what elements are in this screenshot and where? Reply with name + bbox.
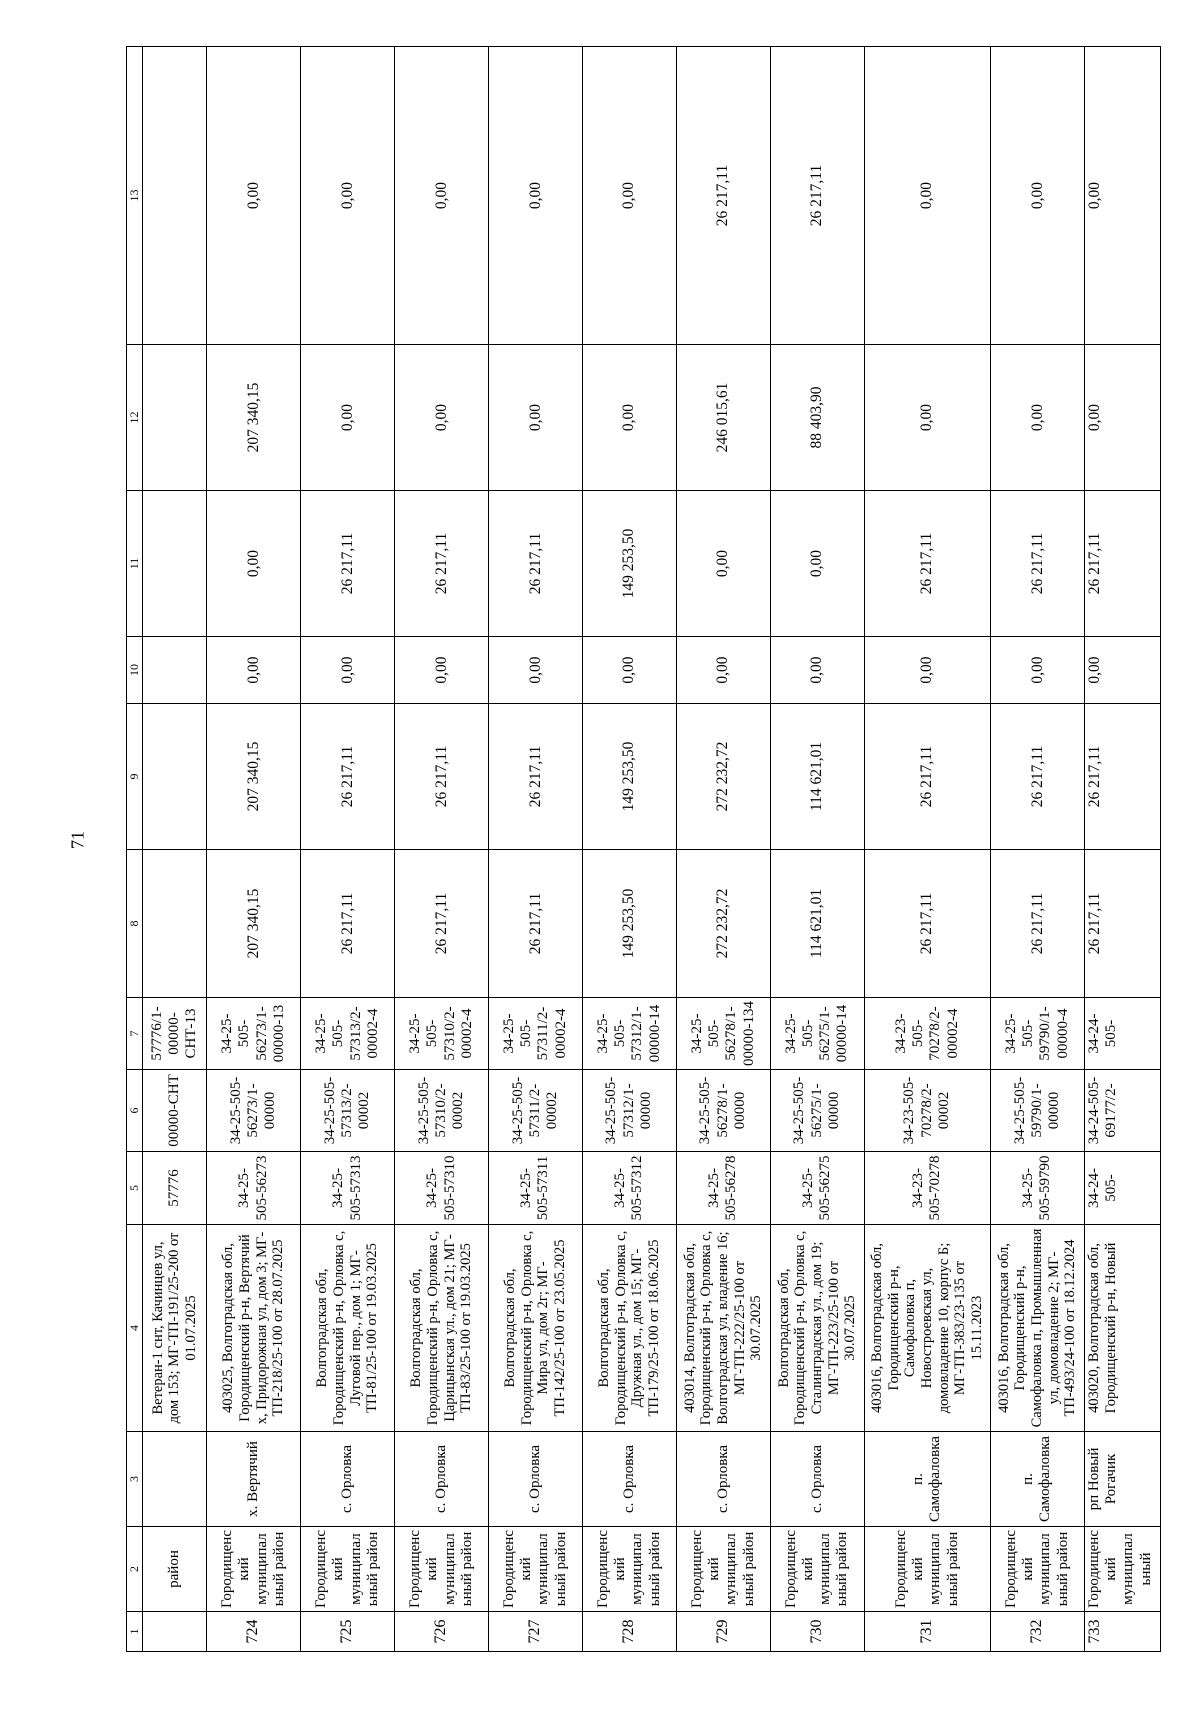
table-cell: 34-25-505-57311/2-00002 <box>488 1070 582 1152</box>
table-cell: 0,00 <box>488 47 582 345</box>
table-cell: 0,00 <box>770 637 864 704</box>
table-cell: 26 217,11 <box>990 491 1084 637</box>
table-cell: 725 <box>301 1612 395 1652</box>
table-cell: район <box>142 1527 206 1612</box>
table-cell: п. Самофаловка <box>864 1432 990 1527</box>
table-cell: 0,00 <box>395 47 489 345</box>
table-cell: 26 217,11 <box>770 47 864 345</box>
table-cell: 26 217,11 <box>395 704 489 850</box>
table-cell: 0,00 <box>488 345 582 491</box>
column-number-row <box>127 47 143 1652</box>
table-cell: 0,00 <box>676 637 770 704</box>
table-cell: 26 217,11 <box>488 850 582 998</box>
page-number: 71 <box>67 831 88 849</box>
table-cell: 0,00 <box>864 345 990 491</box>
table-cell: 724 <box>207 1612 301 1652</box>
table-cell: 34-23-505-70278/2-00002 <box>864 1070 990 1152</box>
table-cell: 0,00 <box>395 345 489 491</box>
table-cell: Городищенский муниципальный район <box>864 1527 990 1612</box>
table-cell: 34-25-505-59790/1-00000 <box>990 1070 1084 1152</box>
table-cell <box>142 491 206 637</box>
table-cell: с. Орловка <box>770 1432 864 1527</box>
table-cell: 0,00 <box>990 47 1084 345</box>
table-cell: 403020, Волгоградская обл, Городищенский р-н, Новый <box>1084 1225 1160 1432</box>
column-number: 8 <box>127 850 143 998</box>
table-cell: 34-25-505-59790/1-00000-4 <box>990 998 1084 1070</box>
table-cell: 0,00 <box>301 345 395 491</box>
table-cell: 403016, Волгоградская обл, Городищенский р-н, Самофаловка п, Промышленная ул, домовладение 2; МГ-ТП-493/24-100 от 18.12.2024 <box>990 1225 1084 1432</box>
table-cell: 26 217,11 <box>990 850 1084 998</box>
table-cell: Городищенский муниципальный район <box>770 1527 864 1612</box>
table-cell: Волгоградская обл, Городищенский р-н, Орловка с, Мира ул, дом 2г; МГ-ТП-142/25-100 от 23.05.2025 <box>488 1225 582 1432</box>
table-cell: 26 217,11 <box>301 850 395 998</box>
table-cell: 34-24-505-69177/2- <box>1084 1070 1160 1152</box>
column-number: 7 <box>127 998 143 1070</box>
table-cell: 26 217,11 <box>864 850 990 998</box>
table-cell: 0,00 <box>864 47 990 345</box>
table-cell: 34-25-505-57312/1-00000 <box>582 1070 676 1152</box>
table-cell: Городищенский муниципальный район <box>395 1527 489 1612</box>
table-cell: 272 232,72 <box>676 704 770 850</box>
table-cell: рп Новый Рогачик <box>1084 1432 1160 1527</box>
table-cell: 0,00 <box>990 637 1084 704</box>
table-cell: 207 340,15 <box>207 345 301 491</box>
data-table <box>126 46 1161 1652</box>
table-cell: с. Орловка <box>488 1432 582 1527</box>
table-cell: 34-24-505- <box>1084 1152 1160 1225</box>
table-cell: 0,00 <box>864 637 990 704</box>
table-cell: 149 253,50 <box>582 491 676 637</box>
table-cell: 34-25-505-57311/2-00002-4 <box>488 998 582 1070</box>
table-row <box>1084 47 1160 1652</box>
table-cell: 0,00 <box>1084 47 1160 345</box>
table-cell: 0,00 <box>395 637 489 704</box>
column-number: 3 <box>127 1432 143 1527</box>
table-cell: 0,00 <box>1084 345 1160 491</box>
table-cell: с. Орловка <box>676 1432 770 1527</box>
table-cell: 403016, Волгоградская обл, Городищенский р-н, Самофаловка п, Новостроевская ул, домовладение 10, корпус Б; МГ-ТП-383/23-135 от 15.11.2023 <box>864 1225 990 1432</box>
table-row <box>488 47 582 1652</box>
table-cell <box>142 47 206 345</box>
table-cell: 34-25-505-56273/1-00000 <box>207 1070 301 1152</box>
table-cell: 26 217,11 <box>864 491 990 637</box>
table-cell <box>142 850 206 998</box>
table-cell: 26 217,11 <box>990 704 1084 850</box>
table-row <box>207 47 301 1652</box>
table-cell: 0,00 <box>488 637 582 704</box>
table-cell: 26 217,11 <box>301 491 395 637</box>
table-cell: 727 <box>488 1612 582 1652</box>
table-cell <box>142 1612 206 1652</box>
table-cell: 34-25-505-56278/1-00000 <box>676 1070 770 1152</box>
table-cell: 26 217,11 <box>1084 491 1160 637</box>
table-cell: 729 <box>676 1612 770 1652</box>
column-number: 11 <box>127 491 143 637</box>
table-row <box>301 47 395 1652</box>
table-cell: 34-25-505-56278/1-00000-134 <box>676 998 770 1070</box>
table-cell: 34-25-505-56273 <box>207 1152 301 1225</box>
table-cell: Волгоградская обл, Городищенский р-н, Орловка с, Сталинградская ул., дом 19; МГ-ТП-223/25-100 от 30.07.2025 <box>770 1225 864 1432</box>
table-cell: п. Самофаловка <box>990 1432 1084 1527</box>
table-cell: 403014, Волгоградская обл, Городищенский р-н, Орловка с, Волгоградская ул, владение 16; МГ-ТП-222/25-100 от 30.07.2025 <box>676 1225 770 1432</box>
table-cell: Волгоградская обл, Городищенский р-н, Орловка с, Луговой пер., дом 1; МГ-ТП-81/25-100 от 19.03.2025 <box>301 1225 395 1432</box>
table-cell: 34-25-505-56275/1-00000-14 <box>770 998 864 1070</box>
table-row <box>142 47 206 1652</box>
table-cell: 34-25-505-56275/1-00000 <box>770 1070 864 1152</box>
table-cell: 0,00 <box>990 345 1084 491</box>
table-cell: 0,00 <box>207 491 301 637</box>
table-cell: 0,00 <box>207 47 301 345</box>
table-cell: 57776/1-00000-СНТ-13 <box>142 998 206 1070</box>
table-cell: 34-25-505-57313/2-00002-4 <box>301 998 395 1070</box>
table-cell: 34-25-505-57313 <box>301 1152 395 1225</box>
table-cell: Волгоградская обл, Городищенский р-н, Орловка с, Царицынская ул., дом 21; МГ-ТП-83/25-100 от 19.03.2025 <box>395 1225 489 1432</box>
table-cell: Городищенский муниципальный район <box>488 1527 582 1612</box>
table-cell: 207 340,15 <box>207 704 301 850</box>
table-cell: х. Вертячий <box>207 1432 301 1527</box>
table-cell: 207 340,15 <box>207 850 301 998</box>
table-cell: Городищенский муниципальный район <box>582 1527 676 1612</box>
table-cell: с. Орловка <box>582 1432 676 1527</box>
table-cell: 0,00 <box>582 47 676 345</box>
table-cell: 149 253,50 <box>582 850 676 998</box>
table-cell: 34-25-505-57310/2-00002-4 <box>395 998 489 1070</box>
table-cell: 34-23-505-70278 <box>864 1152 990 1225</box>
table-cell: 149 253,50 <box>582 704 676 850</box>
table-row <box>770 47 864 1652</box>
table-cell: 0,00 <box>582 637 676 704</box>
table-cell: 34-25-505-56278 <box>676 1152 770 1225</box>
table-cell: 114 621,01 <box>770 850 864 998</box>
column-number: 10 <box>127 637 143 704</box>
table-cell: 34-25-505-57312 <box>582 1152 676 1225</box>
table-cell: 26 217,11 <box>864 704 990 850</box>
table-cell: Волгоградская обл, Городищенский р-н, Орловка с, Дружная ул., дом 15; МГ-ТП-179/25-100 от 18.06.2025 <box>582 1225 676 1432</box>
column-number: 5 <box>127 1152 143 1225</box>
table-cell <box>142 1432 206 1527</box>
table-cell: 0,00 <box>676 491 770 637</box>
table-cell: 26 217,11 <box>395 491 489 637</box>
table-cell: 0,00 <box>301 637 395 704</box>
table-cell: 733 <box>1084 1612 1160 1652</box>
column-number: 4 <box>127 1225 143 1432</box>
table-cell: 114 621,01 <box>770 704 864 850</box>
column-number: 1 <box>127 1612 143 1652</box>
table-cell: 26 217,11 <box>488 491 582 637</box>
table-cell: 34-25-505-56275 <box>770 1152 864 1225</box>
table-cell: Городищенский муниципальный <box>1084 1527 1160 1612</box>
table-cell: 26 217,11 <box>1084 704 1160 850</box>
table-cell: 34-25-505-57310/2-00002 <box>395 1070 489 1152</box>
column-number: 13 <box>127 47 143 345</box>
table-cell: 246 015,61 <box>676 345 770 491</box>
table-cell: 731 <box>864 1612 990 1652</box>
table-cell: 26 217,11 <box>676 47 770 345</box>
table-cell: Городищенский муниципальный район <box>301 1527 395 1612</box>
table-cell: 34-25-505-57310 <box>395 1152 489 1225</box>
table-cell: 34-25-505-59790 <box>990 1152 1084 1225</box>
table-cell: 728 <box>582 1612 676 1652</box>
table-cell: 726 <box>395 1612 489 1652</box>
table-cell: 57776 <box>142 1152 206 1225</box>
table-cell: Городищенский муниципальный район <box>990 1527 1084 1612</box>
table-holder <box>126 47 1161 1652</box>
table-cell: 0,00 <box>301 47 395 345</box>
column-number: 2 <box>127 1527 143 1612</box>
table-cell: 34-25-505-57312/1-00000-14 <box>582 998 676 1070</box>
table-cell: 26 217,11 <box>301 704 395 850</box>
column-number: 6 <box>127 1070 143 1152</box>
table-cell: 26 217,11 <box>395 850 489 998</box>
table-cell <box>142 345 206 491</box>
table-cell: 732 <box>990 1612 1084 1652</box>
table-cell: 34-25-505-57313/2-00002 <box>301 1070 395 1152</box>
table-cell: 0,00 <box>207 637 301 704</box>
table-cell: с. Орловка <box>301 1432 395 1527</box>
table-cell: 730 <box>770 1612 864 1652</box>
table-cell: 34-25-505-56273/1-00000-13 <box>207 998 301 1070</box>
table-cell: 34-23-505-70278/2-00002-4 <box>864 998 990 1070</box>
table-row <box>990 47 1084 1652</box>
table-cell: 272 232,72 <box>676 850 770 998</box>
table-cell <box>142 637 206 704</box>
table-cell: 34-24-505- <box>1084 998 1160 1070</box>
table-cell: 26 217,11 <box>488 704 582 850</box>
table-row <box>395 47 489 1652</box>
table-row <box>582 47 676 1652</box>
table-cell: 00000-СНТ <box>142 1070 206 1152</box>
table-row <box>864 47 990 1652</box>
table-cell: Городищенский муниципальный район <box>207 1527 301 1612</box>
table-cell: 0,00 <box>1084 637 1160 704</box>
table-row <box>676 47 770 1652</box>
table-cell: 0,00 <box>582 345 676 491</box>
table-cell: 26 217,11 <box>1084 850 1160 998</box>
table-cell <box>142 704 206 850</box>
table-cell: Ветеран-1 снт, Качинцев ул, дом 153; МГ-ТП-191/25-200 от 01.07.2025 <box>142 1225 206 1432</box>
table-cell: 0,00 <box>770 491 864 637</box>
column-number: 12 <box>127 345 143 491</box>
table-cell: с. Орловка <box>395 1432 489 1527</box>
table-cell: 34-25-505-57311 <box>488 1152 582 1225</box>
table-cell: 88 403,90 <box>770 345 864 491</box>
column-number: 9 <box>127 704 143 850</box>
table-cell: 403025, Волгоградская обл, Городищенский р-н, Вертячий х, Придорожная ул, дом 3; МГ-ТП-218/25-100 от 28.07.2025 <box>207 1225 301 1432</box>
table-cell: Городищенский муниципальный район <box>676 1527 770 1612</box>
